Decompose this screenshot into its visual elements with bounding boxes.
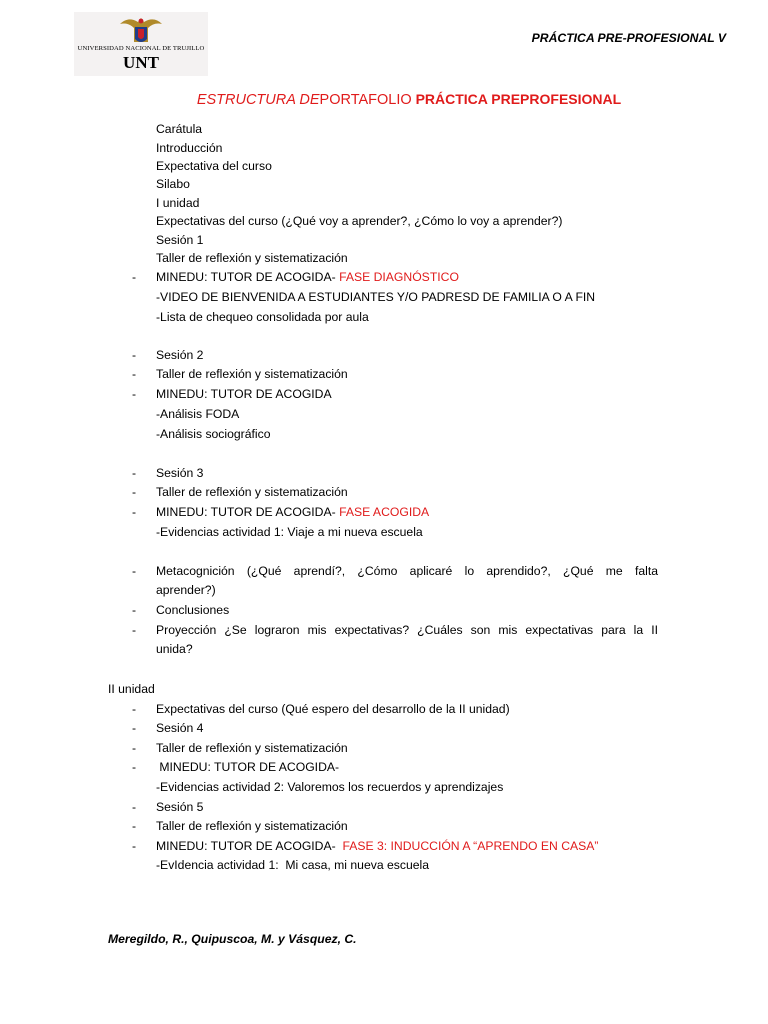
item-minedu-4: MINEDU: TUTOR DE ACOGIDA- <box>156 760 340 774</box>
minedu-label: MINEDU: TUTOR DE ACOGIDA- <box>156 505 336 519</box>
item-introduccion: Introducción <box>156 141 223 155</box>
item-minedu-5 <box>156 839 598 853</box>
item-evidencias-1: -Evidencias actividad 1: Viaje a mi nueva escuela <box>156 525 423 539</box>
item-lista-chequeo: -Lista de chequeo consolidada por aula <box>156 310 369 324</box>
bullet-dash: - <box>132 485 137 499</box>
title-part-3: PRÁCTICA PREPROFESIONAL <box>415 91 622 107</box>
item-metacognicion-line-1: Metacognición (¿Qué aprendí?, ¿Cómo aplicaré lo aprendido?, ¿Qué me falta <box>156 564 658 578</box>
item-expectativas-i: Expectativas del curso (¿Qué voy a aprender?, ¿Cómo lo voy a aprender?) <box>156 214 563 228</box>
item-caratula: Carátula <box>156 122 203 136</box>
item-analisis-sociografico: -Análisis sociográfico <box>156 427 271 441</box>
item-sesion-5: Sesión 5 <box>156 800 204 814</box>
bullet-dash: - <box>132 800 137 814</box>
minedu-label: MINEDU: TUTOR DE ACOGIDA- <box>156 270 336 284</box>
item-taller-3: Taller de reflexión y sistematización <box>156 485 348 499</box>
item-minedu-2: MINEDU: TUTOR DE ACOGIDA <box>156 387 332 401</box>
item-metacognicion-line-2: aprender?) <box>156 583 216 597</box>
item-expectativas-ii: Expectativas del curso (Qué espero del desarrollo de la II unidad) <box>156 702 510 716</box>
item-ii-unidad: II unidad <box>108 682 155 696</box>
bullet-dash: - <box>132 760 137 774</box>
item-evidencia-casa: -EvIdencia actividad 1: Mi casa, mi nueva escuela <box>156 858 429 872</box>
bullet-dash: - <box>132 702 137 716</box>
bullet-dash: - <box>132 505 137 519</box>
bullet-dash: - <box>132 367 137 381</box>
item-taller-4: Taller de reflexión y sistematización <box>156 741 348 755</box>
item-taller-5: Taller de reflexión y sistematización <box>156 819 348 833</box>
bullet-dash: - <box>132 564 137 578</box>
bullet-dash: - <box>132 466 137 480</box>
item-conclusiones: Conclusiones <box>156 603 230 617</box>
crest-icon <box>118 14 164 48</box>
item-sesion-1: Sesión 1 <box>156 233 204 247</box>
bullet-dash: - <box>132 839 137 853</box>
item-expectativa-curso: Expectativa del curso <box>156 159 272 173</box>
item-sesion-2: Sesión 2 <box>156 348 204 362</box>
item-sesion-4: Sesión 4 <box>156 721 204 735</box>
item-proyeccion-line-2: unida? <box>156 642 193 656</box>
item-silabo: Silabo <box>156 177 190 191</box>
bullet-dash: - <box>132 741 137 755</box>
university-name: UNIVERSIDAD NACIONAL DE TRUJILLO <box>77 45 205 52</box>
university-logo <box>74 12 208 76</box>
title-part-2: PORTAFOLIO <box>319 92 412 108</box>
bullet-dash: - <box>132 387 137 401</box>
minedu-label: MINEDU: TUTOR DE ACOGIDA- <box>156 839 336 853</box>
item-taller-1: Taller de reflexión y sistematización <box>156 251 348 265</box>
item-proyeccion-line-1: Proyección ¿Se lograron mis expectativas? ¿Cuáles son mis expectativas para la II <box>156 623 658 637</box>
bullet-dash: - <box>132 603 137 617</box>
bullet-dash: - <box>132 348 137 362</box>
item-minedu-1 <box>156 270 459 284</box>
fase-acogida: FASE ACOGIDA <box>339 505 430 519</box>
university-abbr: UNT <box>123 53 159 72</box>
item-video-bienvenida: -VIDEO DE BIENVENIDA A ESTUDIANTES Y/O PADRESD DE FAMILIA O A FIN <box>156 290 596 304</box>
item-analisis-foda: -Análisis FODA <box>156 407 240 421</box>
title-part-1: ESTRUCTURA DE <box>196 92 320 108</box>
item-evidencias-2: -Evidencias actividad 2: Valoremos los recuerdos y aprendizajes <box>156 780 504 794</box>
bullet-dash: - <box>132 819 137 833</box>
item-i-unidad: I unidad <box>156 196 200 210</box>
item-minedu-3 <box>156 505 429 519</box>
bullet-dash: - <box>132 270 137 284</box>
item-sesion-3: Sesión 3 <box>156 466 204 480</box>
item-taller-2: Taller de reflexión y sistematización <box>156 367 348 381</box>
fase-3-induccion: FASE 3: INDUCCIÓN A “APRENDO EN CASA” <box>342 839 599 853</box>
header-course-title: PRÁCTICA PRE-PROFESIONAL V <box>531 31 726 45</box>
bullet-dash: - <box>132 623 137 637</box>
fase-diagnostico: FASE DIAGNÓSTICO <box>339 270 459 284</box>
bullet-dash: - <box>132 721 137 735</box>
document-title <box>0 91 768 108</box>
footer-authors: Meregildo, R., Quipuscoa, M. y Vásquez, C. <box>108 932 357 946</box>
